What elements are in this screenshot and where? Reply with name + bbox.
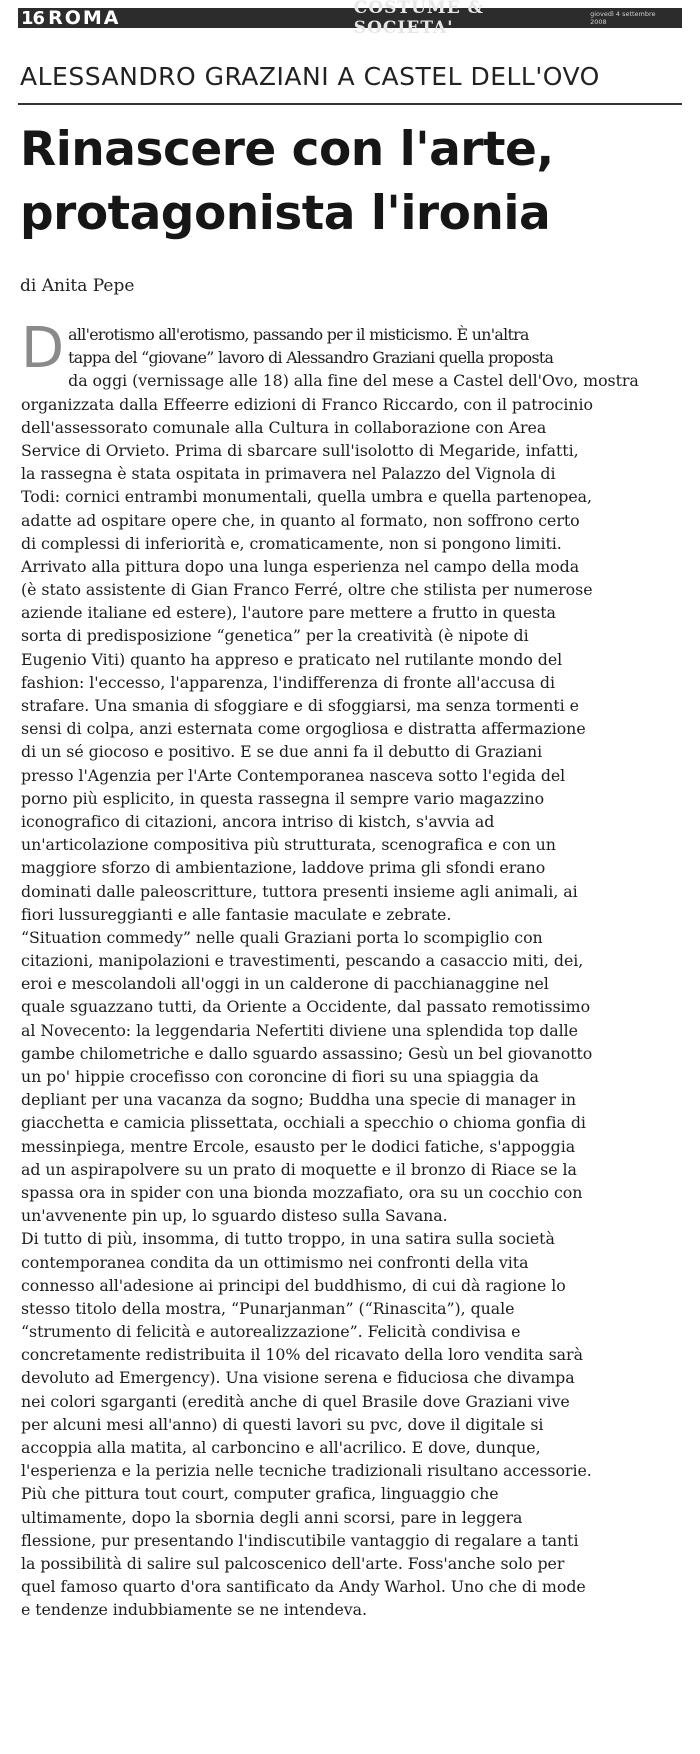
body-line: di complessi di inferiorità e, cromaticamente, non si pongono limiti. [21,533,562,553]
body-line: sorta di predisposizione “genetica” per la creatività (è nipote di [21,626,529,646]
body-line: di un sé giocoso e positivo. E se due anni fa il debutto di Graziani [21,742,543,762]
body-line: Più che pittura tout court, computer grafica, linguaggio che [21,1484,499,1504]
page-number: 16 [21,7,45,29]
body-line: un'articolazione compositiva più strutturata, scenografica e con un [21,835,556,855]
title-line: Rinascere con l'arte, [20,122,554,177]
body-line: concretamente redistribuita il 10% del ricavato della loro vendita sarà [21,1345,583,1365]
masthead-bar [18,0,682,38]
body-line: fashion: l'eccesso, l'apparenza, l'indifferenza di fronte all'accusa di [21,672,556,692]
body-line: tappa del “giovane” lavoro di Alessandro Graziani quella proposta [68,348,554,368]
body-line: fiori lussureggianti e alle fantasie maculate e zebrate. [21,904,452,924]
body-line: da oggi (vernissage alle 18) alla fine del mese a Castel dell'Ovo, mostra [68,371,639,391]
article-title [20,118,680,246]
section-name: ROMA [48,7,121,29]
body-line: e tendenze indubbiamente se ne intendeva. [21,1600,367,1620]
title-line: protagonista l'ironia [20,186,551,241]
body-line: quale sguazzano tutti, da Oriente a Occidente, dal passato remotissimo [21,997,591,1017]
kicker-divider [18,103,682,105]
body-line: giacchetta e camicia plissettata, occhiali a specchio o chioma gonfia di [21,1113,586,1133]
body-line: sensi di colpa, anzi esternata come orgogliosa e distratta affermazione [21,719,586,739]
body-line: “strumento di felicità e autorealizzazione”. Felicità condivisa e [21,1322,521,1342]
article-body [21,316,686,1622]
body-line: nei colori sgarganti (eredità anche di quel Brasile dove Graziani vive [21,1391,570,1411]
drop-cap: D [21,316,65,381]
rubric-name: COSTUME & SOCIETA' [353,0,484,38]
body-line: l'esperienza e la perizia nelle tecniche tradizionali risultano accessorie. [21,1461,592,1481]
body-line: un po' hippie crocefisso con coroncine di fiori su una spiaggia da [21,1067,539,1086]
body-line: quel famoso quarto d'ora santificato da Andy Warhol. Uno che di mode [21,1577,586,1597]
body-line: gambe chilometriche e dallo sguardo assassino; Gesù un bel giovanotto [21,1043,593,1063]
body-line: Eugenio Viti) quanto ha appreso e praticato nel rutilante mondo del [21,649,563,669]
body-line: presso l'Agenzia per l'Arte Contemporanea nasceva sotto l'egida del [21,765,566,785]
body-line: organizzata dalla Effeerre edizioni di Franco Riccardo, con il patrocinio [21,394,593,414]
body-line: “Situation commedy” nelle quali Graziani porta lo scompiglio con [21,927,543,947]
body-line: adatte ad ospitare opere che, in quanto al formato, non soffrono certo [21,510,580,530]
body-line: stesso titolo della mostra, “Punarjanman” (“Rinascita”), quale [21,1298,515,1318]
body-line: aziende italiane ed estere), l'autore pare mettere a frutto in questa [21,603,556,623]
body-line: citazioni, manipolazioni e travestimenti, pescando a casaccio miti, dei, [21,951,584,971]
body-line: spassa ora in spider con una bionda mozzafiato, ora su un cocchio con [21,1182,583,1202]
body-line: connesso all'adesione ai principi del buddhismo, di cui dà ragione lo [21,1275,566,1295]
body-line: flessione, pur presentando l'indiscutibile vantaggio di regalare a tanti [21,1530,579,1550]
body-line: Todi: cornici entrambi monumentali, quella umbra e quella partenopea, [21,487,592,507]
article-kicker: ALESSANDRO GRAZIANI A CASTEL DELL'OVO [20,62,600,91]
byline: di Anita Pepe [20,276,135,296]
body-line: Service di Orvieto. Prima di sbarcare sull'isolotto di Megaride, infatti, [21,440,579,460]
body-line: per alcuni mesi all'anno) di questi lavori su pvc, dove il digitale si [21,1414,544,1434]
body-line: Arrivato alla pittura dopo una lunga esperienza nel campo della moda [21,556,580,576]
body-line: porno più esplicito, in questa rassegna il sempre vario magazzino [21,788,545,808]
body-line: un'avvenente pin up, lo sguardo disteso sulla Savana. [21,1206,448,1226]
body-line: devoluto ad Emergency). Una visione serena e fiduciosa che divampa [21,1368,575,1388]
body-line: Di tutto di più, insomma, di tutto troppo, in una satira sulla società [21,1229,555,1249]
body-line: maggiore sforzo di ambientazione, laddove prima gli sfondi erano [21,858,546,878]
body-line: al Novecento: la leggendaria Nefertiti diviene una splendida top dalle [21,1020,578,1040]
body-line: strafare. Una smania di sfoggiare e di sfoggiarsi, ma senza tormenti e [21,696,579,715]
body-line: la possibilità di salire sul palcoscenico dell'arte. Foss'anche solo per [21,1553,565,1573]
body-line: la rassegna è stata ospitata in primavera nel Palazzo del Vignola di [21,464,556,484]
body-line: eroi e mescolandoli all'oggi in un calderone di pacchianaggine nel [21,974,549,994]
body-line: ultimamente, dopo la sbornia degli anni scorsi, pare in leggera [21,1507,523,1527]
body-line: (è stato assistente di Gian Franco Ferré, oltre che stilista per numerose [21,580,593,600]
body-line: dominati dalle paleoscritture, tuttora presenti insieme agli animali, ai [21,881,578,901]
body-line: depliant per una vacanza da sogno; Buddha una specie di manager in [21,1090,576,1110]
body-line: all'erotismo all'erotismo, passando per il misticismo. È un'altra [68,325,529,344]
body-line: dell'assessorato comunale alla Cultura in collaborazione con Area [21,417,547,437]
body-line: messinpiega, mentre Ercole, esausto per le dodici fatiche, s'appoggia [21,1136,576,1156]
body-line: ad un aspirapolvere su un prato di moquette e il bronzo di Riace se la [21,1159,577,1179]
body-line: accoppia alla matita, al carboncino e all'acrilico. E dove, dunque, [21,1438,541,1457]
body-line: iconografico di citazioni, ancora intriso di kistch, s'avvia ad [21,811,495,831]
issue-date: giovedì 4 settembre 2008 [590,10,656,26]
body-line: contemporanea condita da un ottimismo nei confronti della vita [21,1252,529,1272]
